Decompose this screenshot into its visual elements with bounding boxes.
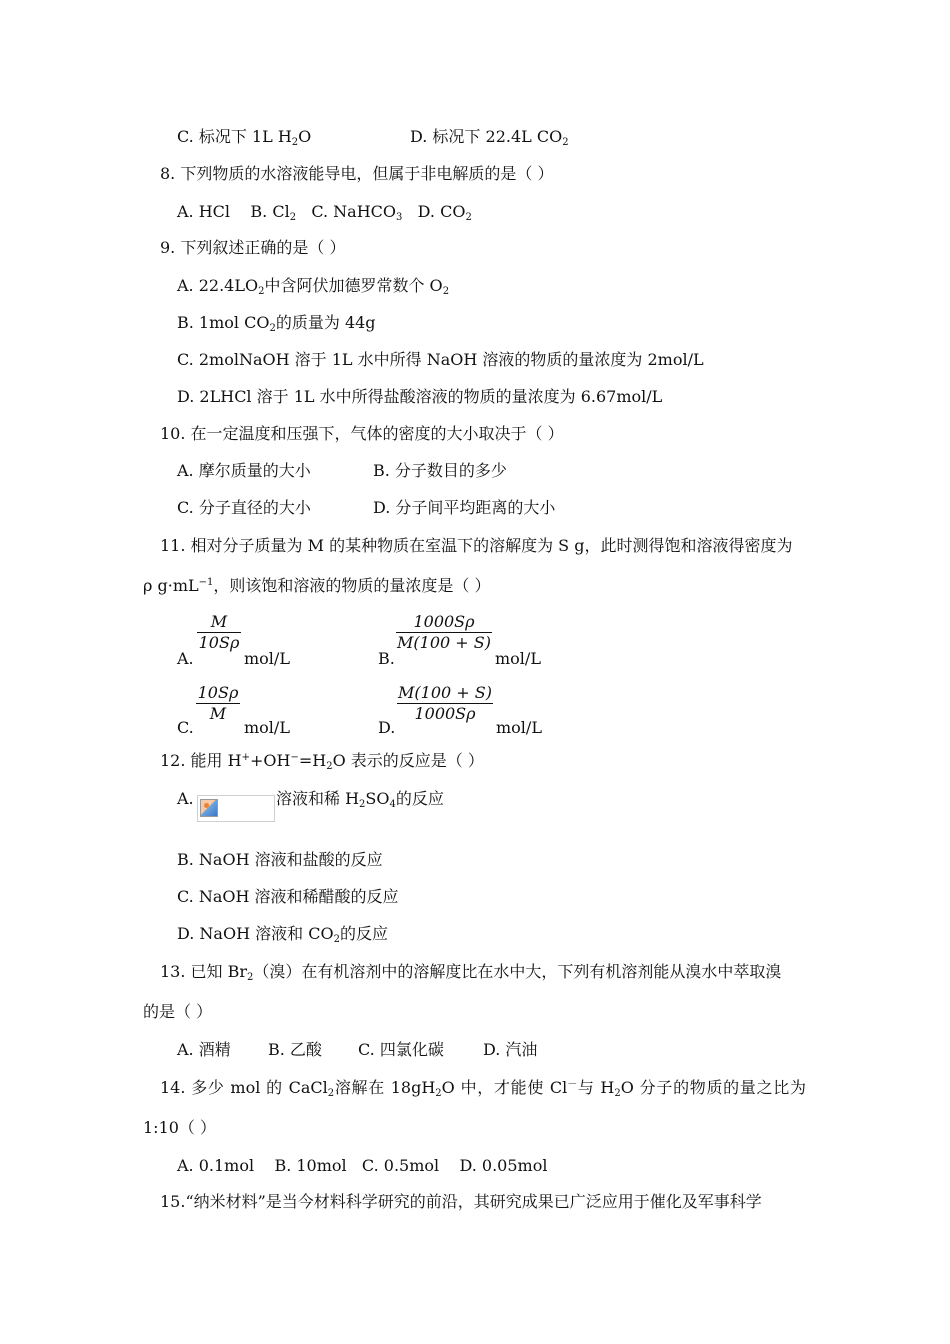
q9-option-a: A. $22.4LO_2$中含阿伏加德罗常数个 $O_2$ bbox=[177, 276, 450, 297]
q9-option-d: D. 2LHCl 溶于 1L 水中所得盐酸溶液的物质的量浓度为 6.67mol/L bbox=[177, 387, 663, 406]
q12-option-d: D. NaOH 溶液和 $CO_2$的反应 bbox=[177, 924, 388, 945]
q11-stem-line1: 11. 相对分子质量为 M 的某种物质在室温下的溶解度为 S g，此时测得饱和溶液得密度为 bbox=[160, 536, 793, 555]
q11-option-b-label: B. bbox=[378, 649, 395, 668]
q11-option-d-label: D. bbox=[378, 718, 396, 737]
q13-stem-line2: 的是（ ） bbox=[143, 1002, 213, 1021]
q8-stem: 8. 下列物质的水溶液能导电，但属于非电解质的是（ ） bbox=[160, 164, 554, 183]
broken-image-icon bbox=[200, 799, 218, 817]
q14-option-c: C. 0.5mol bbox=[361, 1156, 440, 1175]
q12-option-b: B. NaOH 溶液和盐酸的反应 bbox=[177, 850, 383, 869]
q12-option-c: C. NaOH 溶液和稀醋酸的反应 bbox=[177, 887, 399, 906]
q12-option-a-text: 溶液和稀 $H_2SO_4$的反应 bbox=[276, 789, 444, 810]
broken-image-placeholder bbox=[197, 795, 275, 822]
q11-option-c-unit: mol/L bbox=[244, 718, 290, 737]
q11-option-c-fraction: 10Sρ M bbox=[197, 683, 239, 723]
q13-option-c: C. 四氯化碳 bbox=[358, 1040, 444, 1059]
q10-option-c: C. 分子直径的大小 bbox=[177, 498, 311, 517]
q15-stem: 15.“纳米材料”是当今材料科学研究的前沿，其研究成果已广泛应用于催化及军事科学 bbox=[160, 1192, 762, 1211]
q10-stem: 10. 在一定温度和压强下，气体的密度的大小取决于（ ） bbox=[160, 424, 564, 443]
q13-option-b: B. 乙酸 bbox=[268, 1040, 322, 1059]
q11-option-d-fraction: M(100 + S) 1000Sρ bbox=[398, 683, 492, 723]
q9-option-b: B. 1mol $CO_2$的质量为 44g bbox=[177, 313, 376, 334]
q8-option-a: A. HCl bbox=[177, 202, 231, 221]
q7-option-d: D. 标况下 22.4L $CO_2$ bbox=[410, 127, 569, 148]
q14-stem-line1: 14. 多少 mol 的 CaCl$_2$溶解在 $18gH_2O$ 中，才能使 Cl－与 $H_2O$ 分子的物质的量之比为 bbox=[160, 1078, 806, 1099]
q8-options bbox=[177, 202, 472, 222]
q12-option-a-label: A. bbox=[177, 789, 194, 808]
q11-option-a-unit: mol/L bbox=[244, 649, 290, 668]
q8-option-c: C. NaHCO$_3$ bbox=[311, 202, 403, 223]
q9-option-c: C. 2molNaOH 溶于 1L 水中所得 NaOH 溶液的物质的量浓度为 2mol/L bbox=[177, 350, 704, 369]
q8-option-b: B. $Cl_2$ bbox=[250, 202, 297, 223]
q11-option-b-fraction: 1000Sρ M(100 + S) bbox=[397, 612, 491, 652]
q14-options bbox=[177, 1156, 547, 1176]
q12-stem: 12. 能用 $H^++OH^-=H_2O$ 表示的反应是（ ） bbox=[160, 751, 484, 772]
q11-option-d-unit: mol/L bbox=[496, 718, 542, 737]
q9-stem: 9. 下列叙述正确的是（ ） bbox=[160, 238, 346, 257]
q10-option-d: D. 分子间平均距离的大小 bbox=[373, 498, 556, 517]
q14-stem-line2: 1:10（ ） bbox=[143, 1118, 217, 1137]
q11-option-b-unit: mol/L bbox=[495, 649, 541, 668]
q14-option-b: B. 10mol bbox=[274, 1156, 347, 1175]
q13-option-a: A. 酒精 bbox=[177, 1040, 231, 1059]
q13-stem-line1: 13. 已知 $Br_2$（溴）在有机溶剂中的溶解度比在水中大，下列有机溶剂能从溴水中萃取溴 bbox=[160, 962, 782, 983]
q7-option-c: C. 标况下 1L $H_2O$ bbox=[177, 127, 312, 148]
q11-option-a-label: A. bbox=[177, 649, 194, 668]
q10-option-a: A. 摩尔质量的大小 bbox=[177, 461, 311, 480]
q8-option-d: D. $CO_2$ bbox=[417, 202, 472, 223]
q11-option-a-fraction: M 10Sρ bbox=[198, 612, 240, 652]
q11-stem-line2: ρ $g\cdot mL^{-1}$，则该饱和溶液的物质的量浓度是（ ） bbox=[143, 576, 491, 595]
q13-option-d: D. 汽油 bbox=[483, 1040, 538, 1059]
q11-option-c-label: C. bbox=[177, 718, 194, 737]
q10-option-b: B. 分子数目的多少 bbox=[373, 461, 507, 480]
q14-option-a: A. 0.1mol bbox=[177, 1156, 255, 1175]
q14-option-d: D. 0.05mol bbox=[459, 1156, 548, 1175]
